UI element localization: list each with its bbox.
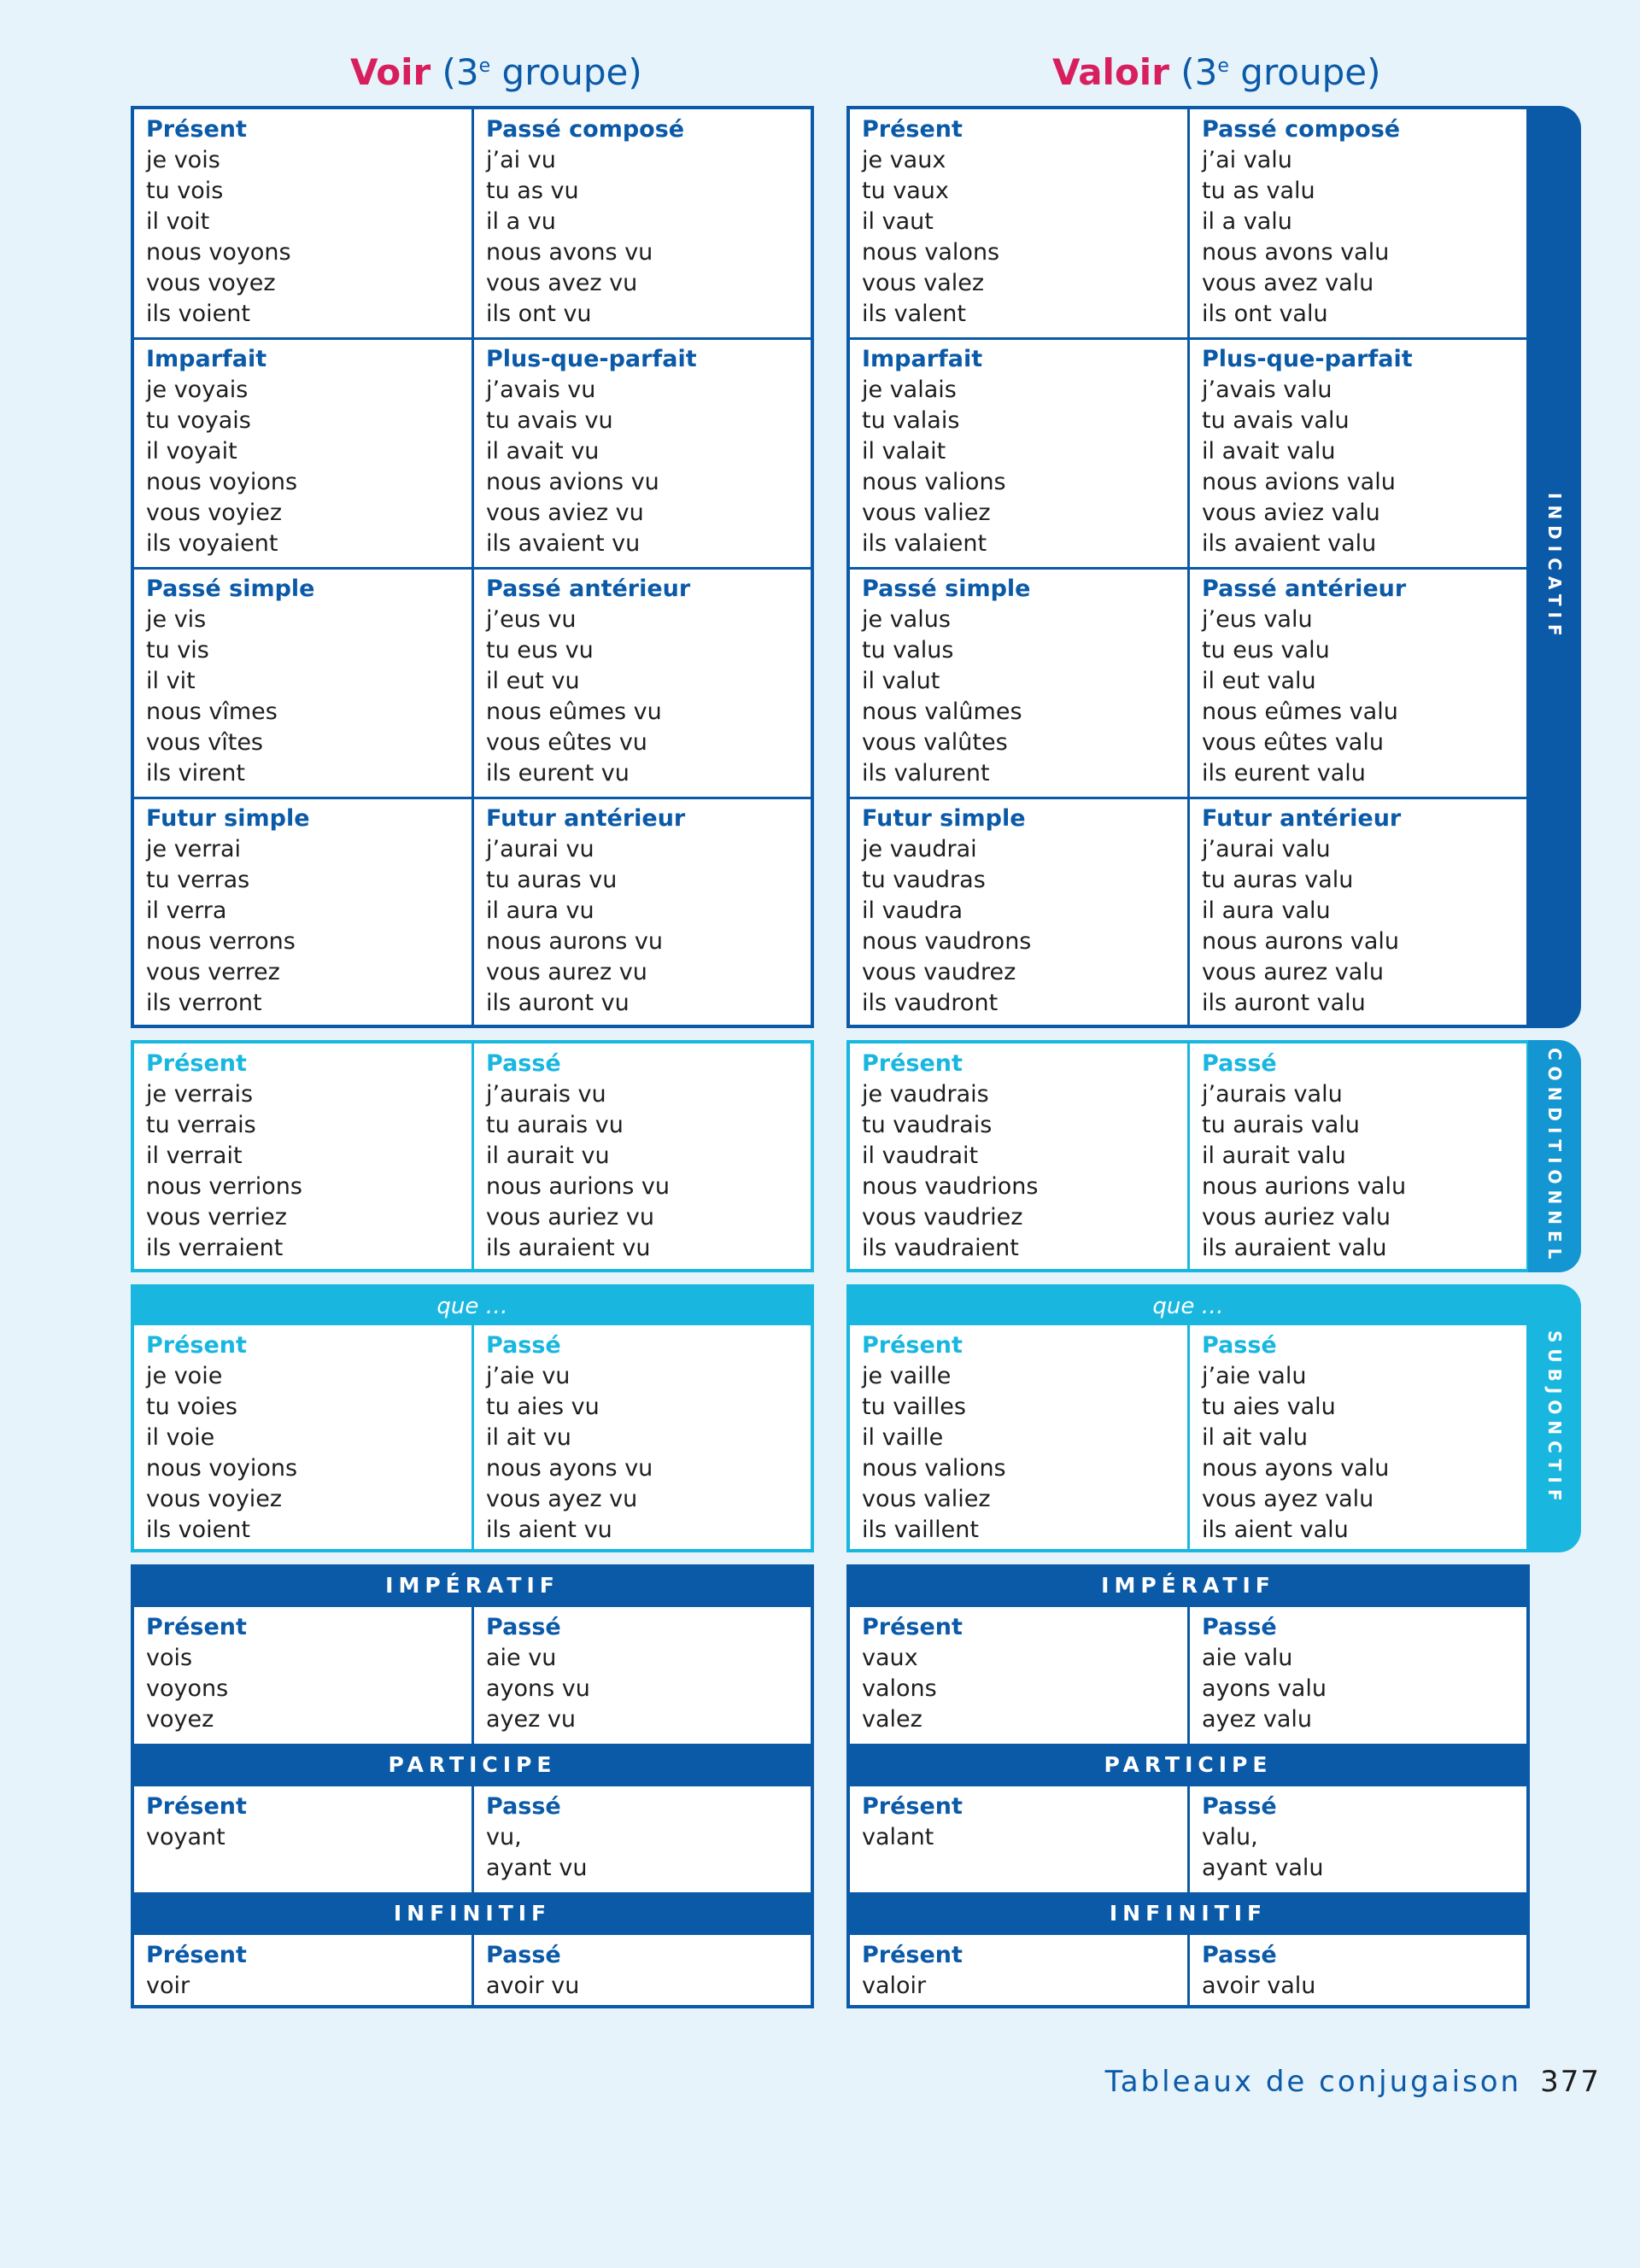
- verb-form: nous eûmes valu: [1202, 699, 1398, 725]
- verb-form: il vaut: [862, 208, 934, 235]
- tense-label: Passé: [486, 1942, 561, 1968]
- verb-form: ils valent: [862, 301, 966, 327]
- verb-form: ils ont valu: [1202, 301, 1328, 327]
- verb-form: nous valions: [862, 1455, 1006, 1482]
- verb-form: valez: [862, 1706, 922, 1733]
- verb-form: j’avais valu: [1202, 377, 1332, 403]
- tense-cell-right: [474, 798, 811, 1028]
- verb-form: vois: [146, 1645, 193, 1671]
- verb-form: nous ayons valu: [1202, 1455, 1390, 1482]
- tense-cell-right: [474, 1043, 811, 1272]
- tense-label: Passé: [1202, 1614, 1277, 1640]
- verb-form: j’ai vu: [486, 147, 556, 173]
- section-header-participe: PARTICIPE: [846, 1744, 1530, 1786]
- tense-label: Passé: [486, 1614, 561, 1640]
- tense-label: Présent: [862, 116, 963, 143]
- page-number: 377: [1540, 2065, 1601, 2099]
- verb-form: ils vaillent: [862, 1517, 979, 1543]
- verb-form: je vaudrais: [862, 1081, 989, 1108]
- verb-form: je vois: [146, 147, 220, 173]
- tab-conditionnel: CONDITIONNEL: [1528, 1040, 1581, 1272]
- verb-form: ils auront valu: [1202, 990, 1366, 1016]
- tense-cell-right: [474, 1325, 811, 1552]
- verb-form: valoir: [862, 1973, 927, 1999]
- verb-form: il voyait: [146, 438, 237, 465]
- indicatif-table: [846, 106, 1530, 1028]
- verb-form: ils virent: [146, 760, 245, 786]
- verb-form: je vis: [146, 606, 207, 633]
- tense-label: Passé: [1202, 1332, 1277, 1359]
- tense-label: Présent: [862, 1614, 963, 1640]
- tense-cell-left: [850, 1935, 1190, 2008]
- verb-form: il vaudra: [862, 897, 964, 924]
- verb-form: ils voient: [146, 301, 250, 327]
- tense-label: Futur simple: [862, 805, 1026, 832]
- verb-form: ils aient valu: [1202, 1517, 1349, 1543]
- footer-title: Tableaux de conjugaison: [1104, 2065, 1522, 2099]
- verb-form: j’aurai valu: [1202, 836, 1331, 862]
- tense-cell-left: [850, 339, 1190, 569]
- verb-form: nous aurons vu: [486, 928, 663, 955]
- verb-form: il aura valu: [1202, 897, 1331, 924]
- verb-form: ils auraient valu: [1202, 1235, 1387, 1261]
- verb-form: je voie: [146, 1363, 223, 1389]
- verb-form: nous voyons: [146, 239, 291, 266]
- verb-form: j’ai valu: [1202, 147, 1292, 173]
- verb-form: vous ayez vu: [486, 1486, 638, 1512]
- verb-form: vous aurez valu: [1202, 959, 1384, 985]
- verb-form: il ait valu: [1202, 1424, 1308, 1451]
- tense-cell-right: [474, 1607, 811, 1744]
- verb-form: je valus: [862, 606, 951, 633]
- verb-form: nous valons: [862, 239, 1000, 266]
- tense-cell-left: [850, 569, 1190, 798]
- verb-form: ils ont vu: [486, 301, 592, 327]
- tense-label: Futur antérieur: [1202, 805, 1402, 832]
- verb-form: je vaudrai: [862, 836, 977, 862]
- tense-cell-left: [134, 109, 474, 339]
- verb-form: il voie: [146, 1424, 215, 1451]
- verb-group: (3e groupe): [442, 51, 642, 93]
- verb-form: valons: [862, 1675, 937, 1702]
- tense-label: Présent: [146, 1332, 247, 1359]
- section-header-infinitif: INFINITIF: [131, 1892, 814, 1935]
- verb-form: vous verrez: [146, 959, 280, 985]
- tense-cell-right: [1190, 1786, 1526, 1892]
- tense-cell-right: [474, 339, 811, 569]
- verb-form: avoir vu: [486, 1973, 580, 1999]
- tense-label: Présent: [862, 1793, 963, 1820]
- verb-form: j’eus valu: [1202, 606, 1313, 633]
- verb-form: nous ayons vu: [486, 1455, 653, 1482]
- verb-form: je vaux: [862, 147, 946, 173]
- verb-form: j’avais vu: [486, 377, 596, 403]
- verb-form: ayons vu: [486, 1675, 590, 1702]
- tense-label: Futur simple: [146, 805, 310, 832]
- tense-label: Passé: [1202, 1793, 1277, 1820]
- verb-form: tu vois: [146, 178, 224, 204]
- verb-form: nous verrions: [146, 1173, 302, 1200]
- conditionnel-table: [131, 1040, 814, 1272]
- verb-form: ils valaient: [862, 530, 987, 557]
- tense-cell-left: [850, 798, 1190, 1028]
- verb-form: tu verras: [146, 867, 250, 893]
- verb-form: vous voyez: [146, 270, 276, 296]
- verb-form: nous eûmes vu: [486, 699, 662, 725]
- tense-cell-left: [850, 1043, 1190, 1272]
- verb-form: tu aurais vu: [486, 1112, 624, 1138]
- tense-label: Présent: [862, 1050, 963, 1077]
- verb-form: il aurait vu: [486, 1143, 610, 1169]
- verb-form: ayez valu: [1202, 1706, 1313, 1733]
- tense-cell-right: [474, 1935, 811, 2008]
- verb-form: ils auront vu: [486, 990, 630, 1016]
- verb-form: vous valez: [862, 270, 985, 296]
- verb-group: (3e groupe): [1180, 51, 1381, 93]
- indicatif-table: [131, 106, 814, 1028]
- verb-form: j’aie vu: [486, 1363, 571, 1389]
- tense-label: Présent: [862, 1942, 963, 1968]
- verb-form: nous aurons valu: [1202, 928, 1399, 955]
- verb-title-voir: [350, 51, 642, 93]
- verb-form: tu vaudrais: [862, 1112, 993, 1138]
- verb-form: vous ayez valu: [1202, 1486, 1374, 1512]
- verb-form: aie valu: [1202, 1645, 1293, 1671]
- tense-label: Présent: [146, 1614, 247, 1640]
- verb-form: voyons: [146, 1675, 229, 1702]
- verb-form: il vit: [146, 668, 196, 694]
- verb-form: avoir valu: [1202, 1973, 1316, 1999]
- tense-cell-left: [850, 1607, 1190, 1744]
- section-header-imperatif: IMPÉRATIF: [846, 1564, 1530, 1607]
- verb-form: nous avions valu: [1202, 469, 1396, 495]
- verb-form: tu voies: [146, 1394, 237, 1420]
- verb-name: Voir: [350, 51, 431, 93]
- tense-cell-right: [1190, 798, 1526, 1028]
- tense-cell-right: [1190, 569, 1526, 798]
- tense-cell-right: [1190, 109, 1526, 339]
- verb-form: je valais: [862, 377, 957, 403]
- verb-form: je verrai: [146, 836, 242, 862]
- verb-form: ayant valu: [1202, 1855, 1324, 1881]
- tense-label: Passé: [486, 1793, 561, 1820]
- tense-label: Imparfait: [146, 346, 267, 372]
- verb-form: il a valu: [1202, 208, 1292, 235]
- verb-form: tu vaux: [862, 178, 949, 204]
- verb-form: tu vailles: [862, 1394, 966, 1420]
- section-header-participe: PARTICIPE: [131, 1744, 814, 1786]
- verb-form: il verrait: [146, 1143, 243, 1169]
- verb-form: tu aies valu: [1202, 1394, 1336, 1420]
- verb-form: nous vaudrions: [862, 1173, 1039, 1200]
- verb-form: nous verrons: [146, 928, 296, 955]
- verb-form: tu avais valu: [1202, 407, 1350, 434]
- verb-form: vous vîtes: [146, 729, 264, 756]
- verb-form: tu auras vu: [486, 867, 618, 893]
- que-header: que …: [850, 1288, 1526, 1325]
- verb-form: tu as valu: [1202, 178, 1315, 204]
- verb-form: voyant: [146, 1824, 226, 1850]
- verb-form: j’eus vu: [486, 606, 577, 633]
- verb-form: vous avez valu: [1202, 270, 1374, 296]
- tense-label: Passé: [1202, 1050, 1277, 1077]
- verb-form: nous voyions: [146, 1455, 298, 1482]
- verb-form: ayez vu: [486, 1706, 576, 1733]
- que-header: que …: [134, 1288, 811, 1325]
- verb-form: il eut valu: [1202, 668, 1316, 694]
- verb-form: voyez: [146, 1706, 214, 1733]
- tense-label: Présent: [146, 1793, 247, 1820]
- verb-form: il voit: [146, 208, 210, 235]
- verb-form: voir: [146, 1973, 190, 1999]
- tense-cell-left: [134, 339, 474, 569]
- verb-form: il valut: [862, 668, 940, 694]
- tense-label: Plus-que-parfait: [486, 346, 697, 372]
- verb-form: tu vis: [146, 637, 209, 663]
- verb-form: tu verrais: [146, 1112, 256, 1138]
- verb-form: nous aurions vu: [486, 1173, 671, 1200]
- section-header-infinitif: INFINITIF: [846, 1892, 1530, 1935]
- tense-cell-left: [134, 1935, 474, 2008]
- verb-form: nous vîmes: [146, 699, 278, 725]
- verb-form: je voyais: [146, 377, 249, 403]
- tense-label: Futur antérieur: [486, 805, 686, 832]
- verb-form: il ait vu: [486, 1424, 571, 1451]
- tense-label: Présent: [862, 1332, 963, 1359]
- verb-form: je verrais: [146, 1081, 254, 1108]
- verb-form: tu eus vu: [486, 637, 594, 663]
- verb-form: vous voyiez: [146, 500, 283, 526]
- imperatif-participe-infinitif-table: [846, 1564, 1530, 2008]
- verb-form: nous aurions valu: [1202, 1173, 1407, 1200]
- verb-form: nous voyions: [146, 469, 298, 495]
- tense-cell-left: [134, 1786, 474, 1892]
- verb-form: ayant vu: [486, 1855, 588, 1881]
- tense-cell-left: [134, 569, 474, 798]
- tense-label: Passé simple: [862, 576, 1031, 602]
- tense-label: Passé simple: [146, 576, 315, 602]
- verb-form: valu,: [1202, 1824, 1258, 1850]
- verb-form: ils voyaient: [146, 530, 278, 557]
- verb-form: il valait: [862, 438, 946, 465]
- verb-form: ils auraient vu: [486, 1235, 651, 1261]
- page-footer: [1105, 2065, 1601, 2099]
- verb-name: Valoir: [1052, 51, 1169, 93]
- verb-title-valoir: [1052, 51, 1381, 93]
- tab-indicatif: INDICATIF: [1528, 106, 1581, 1028]
- verb-form: vous voyiez: [146, 1486, 283, 1512]
- verb-form: j’aurais vu: [486, 1081, 606, 1108]
- verb-form: vous aviez vu: [486, 500, 644, 526]
- verb-form: j’aurais valu: [1202, 1081, 1343, 1108]
- verb-form: il verra: [146, 897, 227, 924]
- verb-form: il avait vu: [486, 438, 600, 465]
- verb-form: ils aient vu: [486, 1517, 612, 1543]
- tense-label: Passé antérieur: [1202, 576, 1407, 602]
- verb-form: tu valais: [862, 407, 960, 434]
- verb-form: vaux: [862, 1645, 918, 1671]
- tense-label: Présent: [146, 1050, 247, 1077]
- verb-form: il vaille: [862, 1424, 944, 1451]
- verb-form: ils eurent valu: [1202, 760, 1366, 786]
- tense-cell-right: [474, 109, 811, 339]
- tense-cell-left: [850, 109, 1190, 339]
- verb-form: vu,: [486, 1824, 522, 1850]
- verb-form: il aurait valu: [1202, 1143, 1346, 1169]
- tense-label: Passé composé: [1202, 116, 1401, 143]
- tense-label: Passé: [1202, 1942, 1277, 1968]
- tense-cell-left: [850, 1786, 1190, 1892]
- tense-label: Présent: [146, 116, 247, 143]
- verb-form: nous avons vu: [486, 239, 653, 266]
- verb-form: vous valiez: [862, 1486, 991, 1512]
- verb-form: ayons valu: [1202, 1675, 1327, 1702]
- verb-form: ils verraient: [146, 1235, 284, 1261]
- verb-form: tu auras valu: [1202, 867, 1354, 893]
- imperatif-participe-infinitif-table: [131, 1564, 814, 2008]
- verb-form: il aura vu: [486, 897, 594, 924]
- verb-form: ils voient: [146, 1517, 250, 1543]
- verb-form: j’aurai vu: [486, 836, 594, 862]
- verb-form: ils verront: [146, 990, 262, 1016]
- verb-form: vous auriez vu: [486, 1204, 654, 1230]
- verb-form: vous verriez: [146, 1204, 287, 1230]
- tense-cell-left: [850, 1325, 1190, 1552]
- verb-form: tu avais vu: [486, 407, 613, 434]
- tense-cell-right: [1190, 1607, 1526, 1744]
- verb-form: vous eûtes valu: [1202, 729, 1384, 756]
- verb-form: tu aies vu: [486, 1394, 600, 1420]
- tense-label: Passé antérieur: [486, 576, 691, 602]
- tense-label: Plus-que-parfait: [1202, 346, 1413, 372]
- verb-form: vous avez vu: [486, 270, 638, 296]
- verb-form: il eut vu: [486, 668, 580, 694]
- verb-form: tu aurais valu: [1202, 1112, 1360, 1138]
- verb-form: nous valûmes: [862, 699, 1022, 725]
- verb-form: ils eurent vu: [486, 760, 630, 786]
- verb-form: j’aie valu: [1202, 1363, 1307, 1389]
- verb-form: je vaille: [862, 1363, 952, 1389]
- verb-form: tu voyais: [146, 407, 251, 434]
- verb-form: vous valûtes: [862, 729, 1008, 756]
- verb-form: vous auriez valu: [1202, 1204, 1391, 1230]
- verb-form: ils avaient valu: [1202, 530, 1377, 557]
- verb-form: tu valus: [862, 637, 954, 663]
- tense-cell-left: [134, 1325, 474, 1552]
- verb-form: il a vu: [486, 208, 556, 235]
- tense-cell-left: [134, 798, 474, 1028]
- verb-form: valant: [862, 1824, 934, 1850]
- tense-cell-right: [1190, 1935, 1526, 2008]
- verb-form: ils vaudront: [862, 990, 999, 1016]
- subjonctif-table: [846, 1284, 1530, 1552]
- verb-form: ils avaient vu: [486, 530, 641, 557]
- verb-form: il vaudrait: [862, 1143, 979, 1169]
- conditionnel-table: [846, 1040, 1530, 1272]
- tab-subjonctif: SUBJONCTIF: [1528, 1284, 1581, 1552]
- verb-form: vous vaudrez: [862, 959, 1016, 985]
- verb-form: tu vaudras: [862, 867, 986, 893]
- verb-form: vous vaudriez: [862, 1204, 1023, 1230]
- tense-cell-left: [134, 1043, 474, 1272]
- verb-form: aie vu: [486, 1645, 557, 1671]
- verb-form: vous eûtes vu: [486, 729, 647, 756]
- verb-form: nous vaudrons: [862, 928, 1032, 955]
- verb-form: ils valurent: [862, 760, 990, 786]
- tense-cell-right: [474, 1786, 811, 1892]
- tense-cell-right: [1190, 1043, 1526, 1272]
- verb-form: il avait valu: [1202, 438, 1336, 465]
- tense-cell-right: [474, 569, 811, 798]
- tense-label: Imparfait: [862, 346, 983, 372]
- verb-form: ils vaudraient: [862, 1235, 1019, 1261]
- tense-label: Présent: [146, 1942, 247, 1968]
- verb-form: vous aviez valu: [1202, 500, 1380, 526]
- tense-cell-left: [134, 1607, 474, 1744]
- tense-cell-right: [1190, 1325, 1526, 1552]
- section-header-imperatif: IMPÉRATIF: [131, 1564, 814, 1607]
- verb-form: nous avons valu: [1202, 239, 1390, 266]
- tense-label: Passé composé: [486, 116, 685, 143]
- verb-form: tu as vu: [486, 178, 579, 204]
- verb-form: tu eus valu: [1202, 637, 1330, 663]
- verb-form: nous valions: [862, 469, 1006, 495]
- verb-form: nous avions vu: [486, 469, 659, 495]
- tense-label: Passé: [486, 1050, 561, 1077]
- tense-cell-right: [1190, 339, 1526, 569]
- verb-form: vous valiez: [862, 500, 991, 526]
- subjonctif-table: [131, 1284, 814, 1552]
- tense-label: Passé: [486, 1332, 561, 1359]
- verb-form: vous aurez vu: [486, 959, 647, 985]
